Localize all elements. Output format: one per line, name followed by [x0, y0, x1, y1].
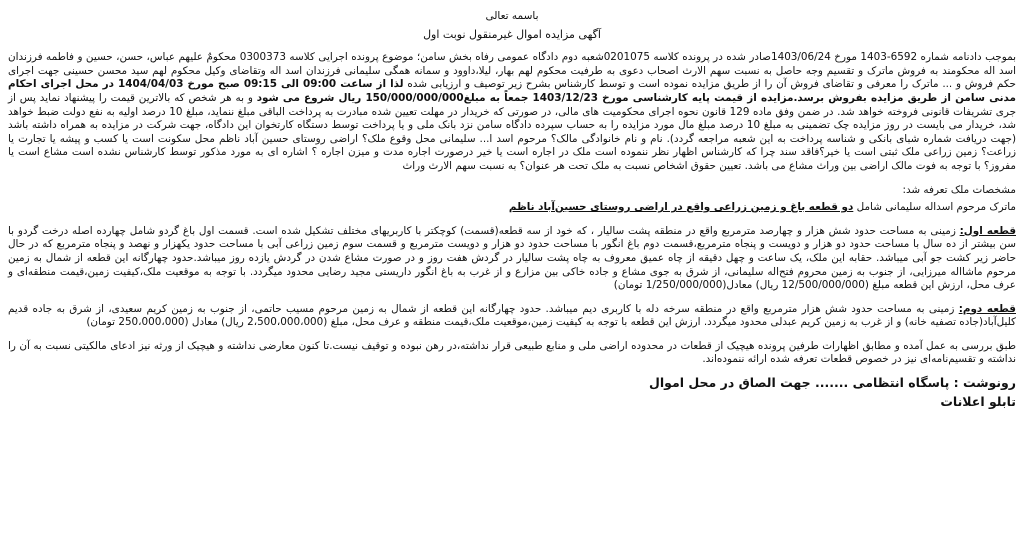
- parcel-one: [8, 225, 1016, 293]
- intro-paragraph: [8, 51, 1016, 173]
- intro-terms: و به هر شخص که بالاترین قیمت را پیشنهاد نماید پس از جری تشریفات قانونی فروخته خواهد شد. در ضمن وفق ماده 129 قانون نحوه اجرای محکومیت های مالی، در صورتی که خریدار در مهلت تعیین شده مبادرت به پرداخت الباقی مبلغ ننماید، مبلغ 10 درصد اولیه به نفع دولت ضبط خواهد شد، خریدار می بایست در روز مزایده چک تضمینی به مبلغ 10 درصد مبلغ مال مورد مزایده را به حساب سپرده دادگاه سامن نزد بانک ملی و یا پرداخت توسط دستگاه کارتخوان این دادگاه، جهت شرکت در مزایده به همراه داشته باشد (جهت دریافت شماره شبای بانکی و شناسه پرداخت به این شعبه مراجعه گردد). نام و نام خانوادگی مالک؟ مرحوم اسد ا... سلیمانی محل وقوع ملک؟ اراضی روستای حسین آباد ناظم محل سکونت است یا کسب و پیشه یا تجارت یا زراعت؟ زمین زراعی ملک ثبتی است یا خیر؟فاقد سند چرا که کارشناس اظهار نظر ننموده است ملک در اجاره است یا خیر درصورت اجاره مدت و میزن اجاره ؟ اشاره ای به مورد مذکور توسط کارشناس نشده است مشاع است یا مفروز؟ با توجه به فوت مالک اراضی بین وراث مشاع می باشد. تعیین حقوق اشخاص نسبت به ملک تحت هر عنوان؟ به نسبت سهم الارث وراث: [8, 91, 1017, 172]
- auction-date-and-base-price: لذا از ساعت 09:00 الی 09:15 صبح مورخ 1404/04/03 در محل اجرای احکام مدنی سامن از طریق مزایده بفروش برسد.مزایده از قیمت پایه کارشناسی مورخ 1403/12/23 جمعاً به مبلغ150/000/000/000 ریال شروع می شود: [8, 78, 1016, 104]
- property-summary: [8, 201, 1016, 215]
- intro-text: بموجب دادنامه شماره 6592-1403 مورخ 1403/06/24صادر شده در پرونده کلاسه 0201075شعبه دوم دادگاه عمومی رفاه بخش سامن؛ موضوع پرونده اجرایی کلاسه 0300373 محکومٌ علیهم عباس، حسن، حسین و فاطمه فرزندان اسد اله محکومند به فروش ماترک و تقسیم وجه حاصل به نسبت سهم الارث اصحاب دعوی به طرفیت محکوم لهم بهار، لیلا،داوود و سمانه همگی سلیمانی فرزندان اسد اله وتقاضای وکیل محکوم لهم سید محسن حسینی جهت اجرای حکم فروش و ... ماترک را معرفی و تقاضای فروش آن را از طریق مزایده نموده است و توسط کارشناس بشرح زیر توصیف و ارزیابی شده: [8, 51, 1016, 91]
- property-specs-heading: مشخصات ملک تعرفه شد:: [902, 183, 1016, 196]
- parcel-one-text: زمینی به مساحت حدود شش هزار و چهارصد مترمربع واقع در منطقه پشت سالیار ، که خود از سه قطعه(قسمت) کوچکتر با کاربریهای مختلف تشکیل شده است. قسمت اول باغ گردو شامل چهارده اصله درخت گردو با سن بیشتر از ده سال با مساحت حدود دو هزار و دویست و پنجاه مترمربع،قسمت دوم باغ انگور با مساحت حدود دو هزار و دویست مترمربع و قسمت سوم زمین زراعی آبی با مساحت حدود یکهزار و نهصد و پنجاه مترمربع که در حال حاضر زیر کشت جو آبی میباشد. حقابه این ملک، یک ساعت و چهل دقیقه از چاه عمیق معروف به چاه پشت سالیار در گردش هفت روز و در صورت مشاع شدن در گردش یازده روز میباشد.حدود چهارگانه این قطعه از شمال به زمین مرحوم ماشااله میرزایی، از جنوب به زمین محروم فتح‌اله سلیمانی، از شرق به جوی مشاع و جاده خاکی بین مزارع و از غرب به باغ انگور داریستی مجید رضایی محدود میگردد. با توجه به موقعیت ملک،کیفیت زمین،قیمت منطقه‌ای و عرف محل، ارزش این قطعه مبلغ (12/500/000/000 ریال) معادل(1/250/000/000 تومان): [8, 224, 1016, 292]
- property-summary-title: دو قطعه باغ و زمین زراعی واقع در اراضی روستای حسین‌آباد ناظم: [508, 201, 854, 214]
- copy-to-line: رونوشت : پاسگاه انتظامی ....... جهت الصاق در محل اموال: [649, 375, 1016, 391]
- parcel-one-label: قطعه اول:: [959, 224, 1016, 237]
- parcel-two: [8, 303, 1016, 330]
- final-paragraph: طبق بررسی به عمل آمده و مطابق اظهارات طرفین پرونده هیچیک از قطعات در محدوده اراضی ملی و منابع طبیعی قرار نداشته،در رهن نبوده و توقیف نیست.تا کنون معارضی نداشته و هیچیک از ورثه نیز ادعای مالکیتی نسبت به آن را نداشته و تقسیم‌نامه‌ای نیز در خصوص قطعات تعرفه شده ارائه ننموده‌اند.: [8, 339, 1016, 366]
- basmala: باسمه تعالی: [485, 10, 539, 22]
- notice-board-line: تابلو اعلانات: [940, 394, 1016, 410]
- parcel-two-label: قطعه دوم:: [958, 302, 1016, 315]
- parcel-two-text: زمینی به مساحت حدود شش هزار مترمربع واقع در منطقه سرخه دله با کاربری دیم میباشد. حدود چهارگانه این قطعه از شمال به زمین مرحوم مسیب حاتمی، از جنوب به زمین کریم سعیدی، از شرق به جاده قدیم کلیل‌آباد(جاده تصفیه خانه) و از غرب به زمین کریم عبدلی محدود میگردد. ارزش این قطعه با توجه به کیفیت زمین،موقعیت ملک،قیمت منطقه و عرف محل، مبلغ (2،500،000،000 ریال) معادل (250،000،000 تومان): [8, 302, 1016, 329]
- notice-title: آگهی مزایده اموال غیرمنقول نوبت اول: [423, 27, 601, 41]
- property-summary-prefix: ماترک مرحوم اسداله سلیمانی شامل: [853, 201, 1016, 214]
